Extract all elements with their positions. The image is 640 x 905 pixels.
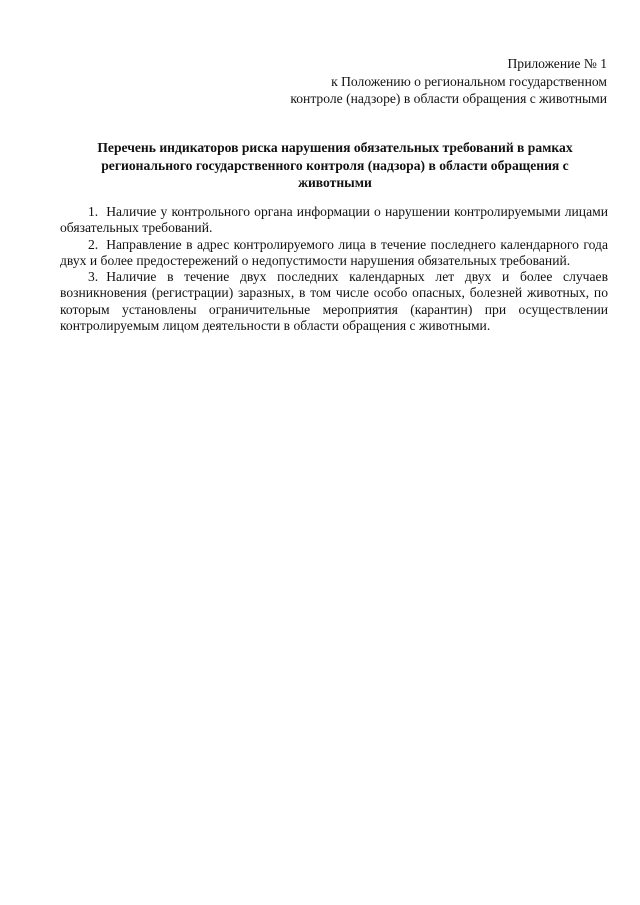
list-item xyxy=(60,204,608,237)
appendix-number: Приложение № 1 xyxy=(507,56,607,71)
item-number: 2. xyxy=(88,236,99,252)
item-text: Направление в адрес контролируемого лица в течение последнего календарного года двух и более предостережений о недопустимости нарушения обязательных требований. xyxy=(60,236,608,268)
appendix-reference-line-1: к Положению о региональном государственном xyxy=(331,73,607,89)
appendix-reference-line-2: контроле (надзоре) в области обращения с животными xyxy=(290,91,607,106)
document-title: Перечень индикаторов риска нарушения обязательных требований в рамках регионального государственного контроля (надзора) в области обращения с животными xyxy=(97,140,573,190)
item-text: Наличие в течение двух последних календарных лет двух и более случаев возникновения (регистрации) заразных, в том числе особо опасных, болезней животных, по которым установлены ограничительные мероприятия (карантин) при осуществлении контролируемым лицом деятельности в области обращения с животными. xyxy=(60,269,608,334)
item-number: 1. xyxy=(88,204,99,219)
item-number: 3. xyxy=(88,269,99,285)
appendix-header xyxy=(207,55,607,108)
indicator-list xyxy=(60,204,608,334)
list-item xyxy=(60,237,608,270)
list-item xyxy=(60,269,608,334)
item-text: Наличие у контрольного органа информации о нарушении контролируемыми лицами обязательных требований. xyxy=(60,204,608,236)
